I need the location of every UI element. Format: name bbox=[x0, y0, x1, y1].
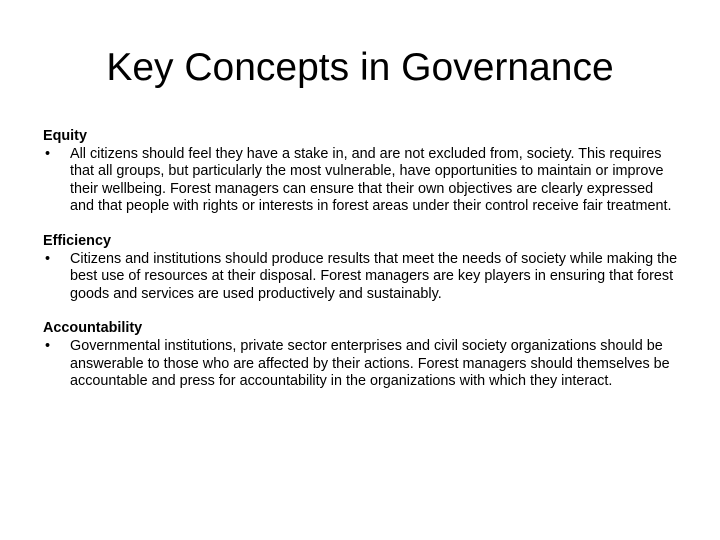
section-accountability bbox=[43, 320, 679, 390]
bullet-icon: • bbox=[45, 337, 51, 354]
bullet-text: Citizens and institutions should produce results that meet the needs of society while making the best use of resources at their disposal. Forest managers are key players in ensuring that forest goods and services are used productively and sustainably. bbox=[70, 250, 678, 302]
bullet-text: Governmental institutions, private sector enterprises and civil society organizations should be answerable to those who are affected by their actions. Forest managers should themselves be accountable and press for accountability in the organizations with which they interact. bbox=[70, 337, 670, 390]
section-heading: Accountability bbox=[43, 320, 143, 337]
section-equity bbox=[43, 128, 679, 216]
bullet-icon: • bbox=[45, 250, 51, 267]
section-heading: Equity bbox=[43, 128, 87, 144]
slide-body bbox=[43, 128, 679, 408]
section-heading: Efficiency bbox=[43, 232, 111, 249]
bullet-text: All citizens should feel they have a stake in, and are not excluded from, society. This requires that all groups, but particularly the most vulnerable, have opportunities to maintain or improve their wellbeing. Forest managers can ensure that their own objectives are clearly expressed and that people with rights or interests in forest areas under their control receive fair treatment. bbox=[70, 145, 672, 215]
bullet-item bbox=[43, 338, 679, 391]
section-efficiency bbox=[43, 233, 679, 303]
bullet-item bbox=[43, 146, 679, 216]
slide-title: Key Concepts in Governance bbox=[106, 46, 614, 89]
bullet-icon: • bbox=[45, 145, 51, 162]
bullet-item bbox=[43, 251, 679, 304]
